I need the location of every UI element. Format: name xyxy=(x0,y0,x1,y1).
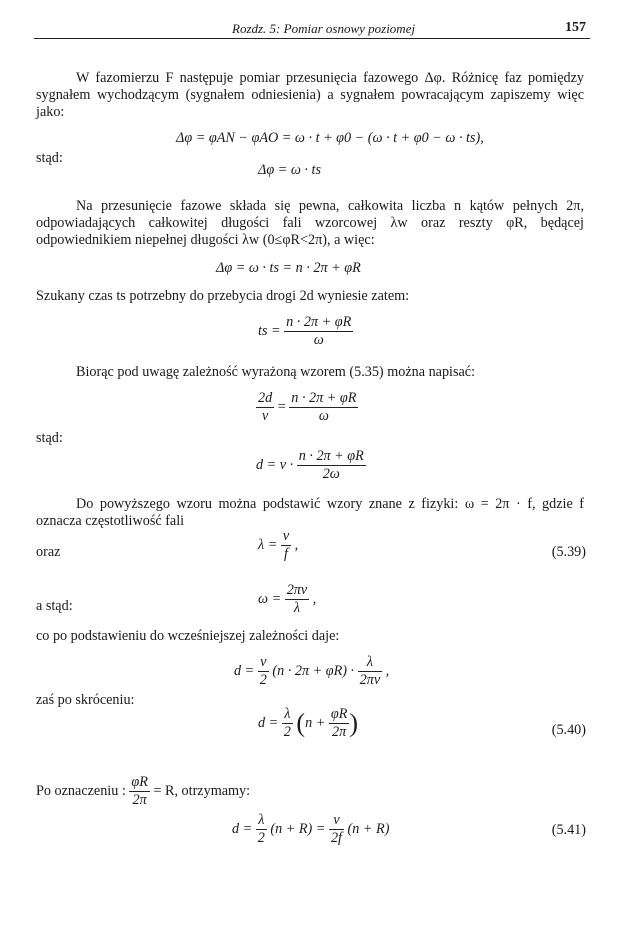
fraction-1 xyxy=(256,812,267,847)
denominator: ω xyxy=(284,331,353,349)
denominator: 2π xyxy=(129,791,150,809)
label-zas: zaś po skróceniu: xyxy=(36,692,135,708)
equation-d-substituted xyxy=(234,654,389,689)
numerator: λ xyxy=(258,812,265,828)
numerator: λ xyxy=(284,706,291,722)
numerator: v xyxy=(333,812,340,828)
denominator: 2 xyxy=(257,830,265,846)
fraction xyxy=(297,448,366,483)
denominator: 2 xyxy=(259,672,267,688)
fraction xyxy=(284,314,353,349)
numerator: 2d xyxy=(258,390,273,406)
paragraph-2 xyxy=(36,198,584,249)
eq-middle: (n + R) = xyxy=(270,820,326,837)
equation-phase-difference: Δφ = φAN − φAO = ω · t + φ0 − (ω · t + φ0 − ω · ts), xyxy=(176,130,484,146)
fraction xyxy=(129,774,150,809)
equation-2d-over-v xyxy=(256,390,358,425)
page-number: 157 xyxy=(565,20,586,35)
fraction-1 xyxy=(258,654,269,689)
running-title: Rozdz. 5: Pomiar osnowy poziomej xyxy=(232,21,416,36)
label-text: Po oznaczeniu : xyxy=(36,782,126,799)
eq-lhs: d = v · xyxy=(256,456,294,473)
fraction xyxy=(281,528,291,563)
denominator: 2π xyxy=(329,723,350,741)
eq-tail: (n + R) xyxy=(347,820,390,837)
denominator: ω xyxy=(289,407,358,425)
eq-tail: = R, otrzymamy: xyxy=(153,782,251,799)
eq-lhs: ω = xyxy=(258,590,282,607)
eq-tail: , xyxy=(312,590,317,607)
label-a-stad: a stąd: xyxy=(36,598,73,614)
equation-number-5-41: (5.41) xyxy=(551,822,586,838)
eq-lhs: d = xyxy=(232,820,253,837)
fraction-2 xyxy=(329,812,344,847)
numerator: 2πv xyxy=(286,582,308,598)
numerator: λ xyxy=(366,654,373,670)
numerator: v xyxy=(260,654,267,670)
equation-d-v xyxy=(256,448,366,483)
denominator: v xyxy=(256,407,274,425)
paragraph-3 xyxy=(36,288,584,305)
eq-tail: , xyxy=(385,662,390,679)
denominator: 2f xyxy=(330,830,342,846)
label-oraz: oraz xyxy=(36,544,61,560)
equation-omega xyxy=(258,582,316,617)
numerator: n · 2π + φR xyxy=(286,314,352,330)
numerator: v xyxy=(282,528,290,544)
paren-open: ( xyxy=(296,708,306,738)
paragraph-5 xyxy=(36,496,584,530)
page-header xyxy=(34,18,590,39)
equation-lambda xyxy=(258,528,298,563)
paren-close: ) xyxy=(349,708,359,738)
equation-ts xyxy=(258,314,353,349)
paragraph-text: Na przesunięcie fazowe składa się pewna, całkowita liczba n kątów pełnych 2π, odpowiadających całkowitej długości fali wzorcowej λw oraz reszty φR, będącej odpowiednikiem niepełnej długości λw (0≤φR<2π), a więc: xyxy=(36,198,584,248)
eq-lhs: d = xyxy=(258,714,279,731)
fraction-2 xyxy=(329,706,350,741)
paragraph-1 xyxy=(36,70,584,121)
denominator: 2 xyxy=(283,724,291,740)
fraction-2 xyxy=(358,654,383,689)
paragraph-text: W fazomierzu F następuje pomiar przesunięcia fazowego Δφ. Różnicę faz pomiędzy sygnałem wychodzącym (sygnałem odniesienia) a sygnałem powracającym zapiszemy więc jako: xyxy=(36,70,584,120)
eq-middle: (n · 2π + φR) · xyxy=(272,662,355,679)
denominator: λ xyxy=(285,599,310,617)
eq-lhs: ts = xyxy=(258,322,281,339)
eq-lhs: d = xyxy=(234,662,255,679)
eq-lhs: λ = xyxy=(258,536,278,553)
denominator: 2πv xyxy=(359,672,381,688)
eq-tail: , xyxy=(294,536,299,553)
paragraph-text: co po podstawieniu do wcześniejszej zależności daje: xyxy=(36,628,340,644)
denominator: f xyxy=(281,545,291,563)
paragraph-text: Biorąc pod uwagę zależność wyrażoną wzorem (5.35) można napisać: xyxy=(76,364,476,380)
label-stad-2: stąd: xyxy=(36,430,63,446)
eq-inner: n + xyxy=(305,714,326,731)
equation-d-final xyxy=(232,812,389,847)
numerator: φR xyxy=(330,706,348,722)
equation-dphi-n: Δφ = ω · ts = n · 2π + φR xyxy=(216,260,361,276)
paragraph-4 xyxy=(36,364,584,381)
equation-d-reduced xyxy=(258,706,358,741)
paragraph-text: Do powyższego wzoru można podstawić wzory znane z fizyki: ω = 2π · f, gdzie f oznacza częstotliwość fali xyxy=(36,496,584,529)
fraction-1 xyxy=(282,706,293,741)
denominator: 2ω xyxy=(297,465,366,483)
label-po-oznaczeniu xyxy=(36,774,250,809)
equation-dphi-omega-ts: Δφ = ω · ts xyxy=(258,162,321,178)
equation-number-5-40: (5.40) xyxy=(551,722,586,738)
paragraph-6 xyxy=(36,628,584,645)
fraction-left xyxy=(256,390,274,425)
numerator: φR xyxy=(131,774,148,790)
numerator: n · 2π + φR xyxy=(291,390,357,406)
equation-number-5-39: (5.39) xyxy=(551,544,586,560)
fraction-right xyxy=(289,390,358,425)
paragraph-text: Szukany czas ts potrzebny do przebycia drogi 2d wyniesie zatem: xyxy=(36,288,410,304)
equals-sign: = xyxy=(277,398,286,415)
fraction xyxy=(285,582,310,617)
numerator: n · 2π + φR xyxy=(298,448,364,464)
label-stad: stąd: xyxy=(36,150,63,166)
